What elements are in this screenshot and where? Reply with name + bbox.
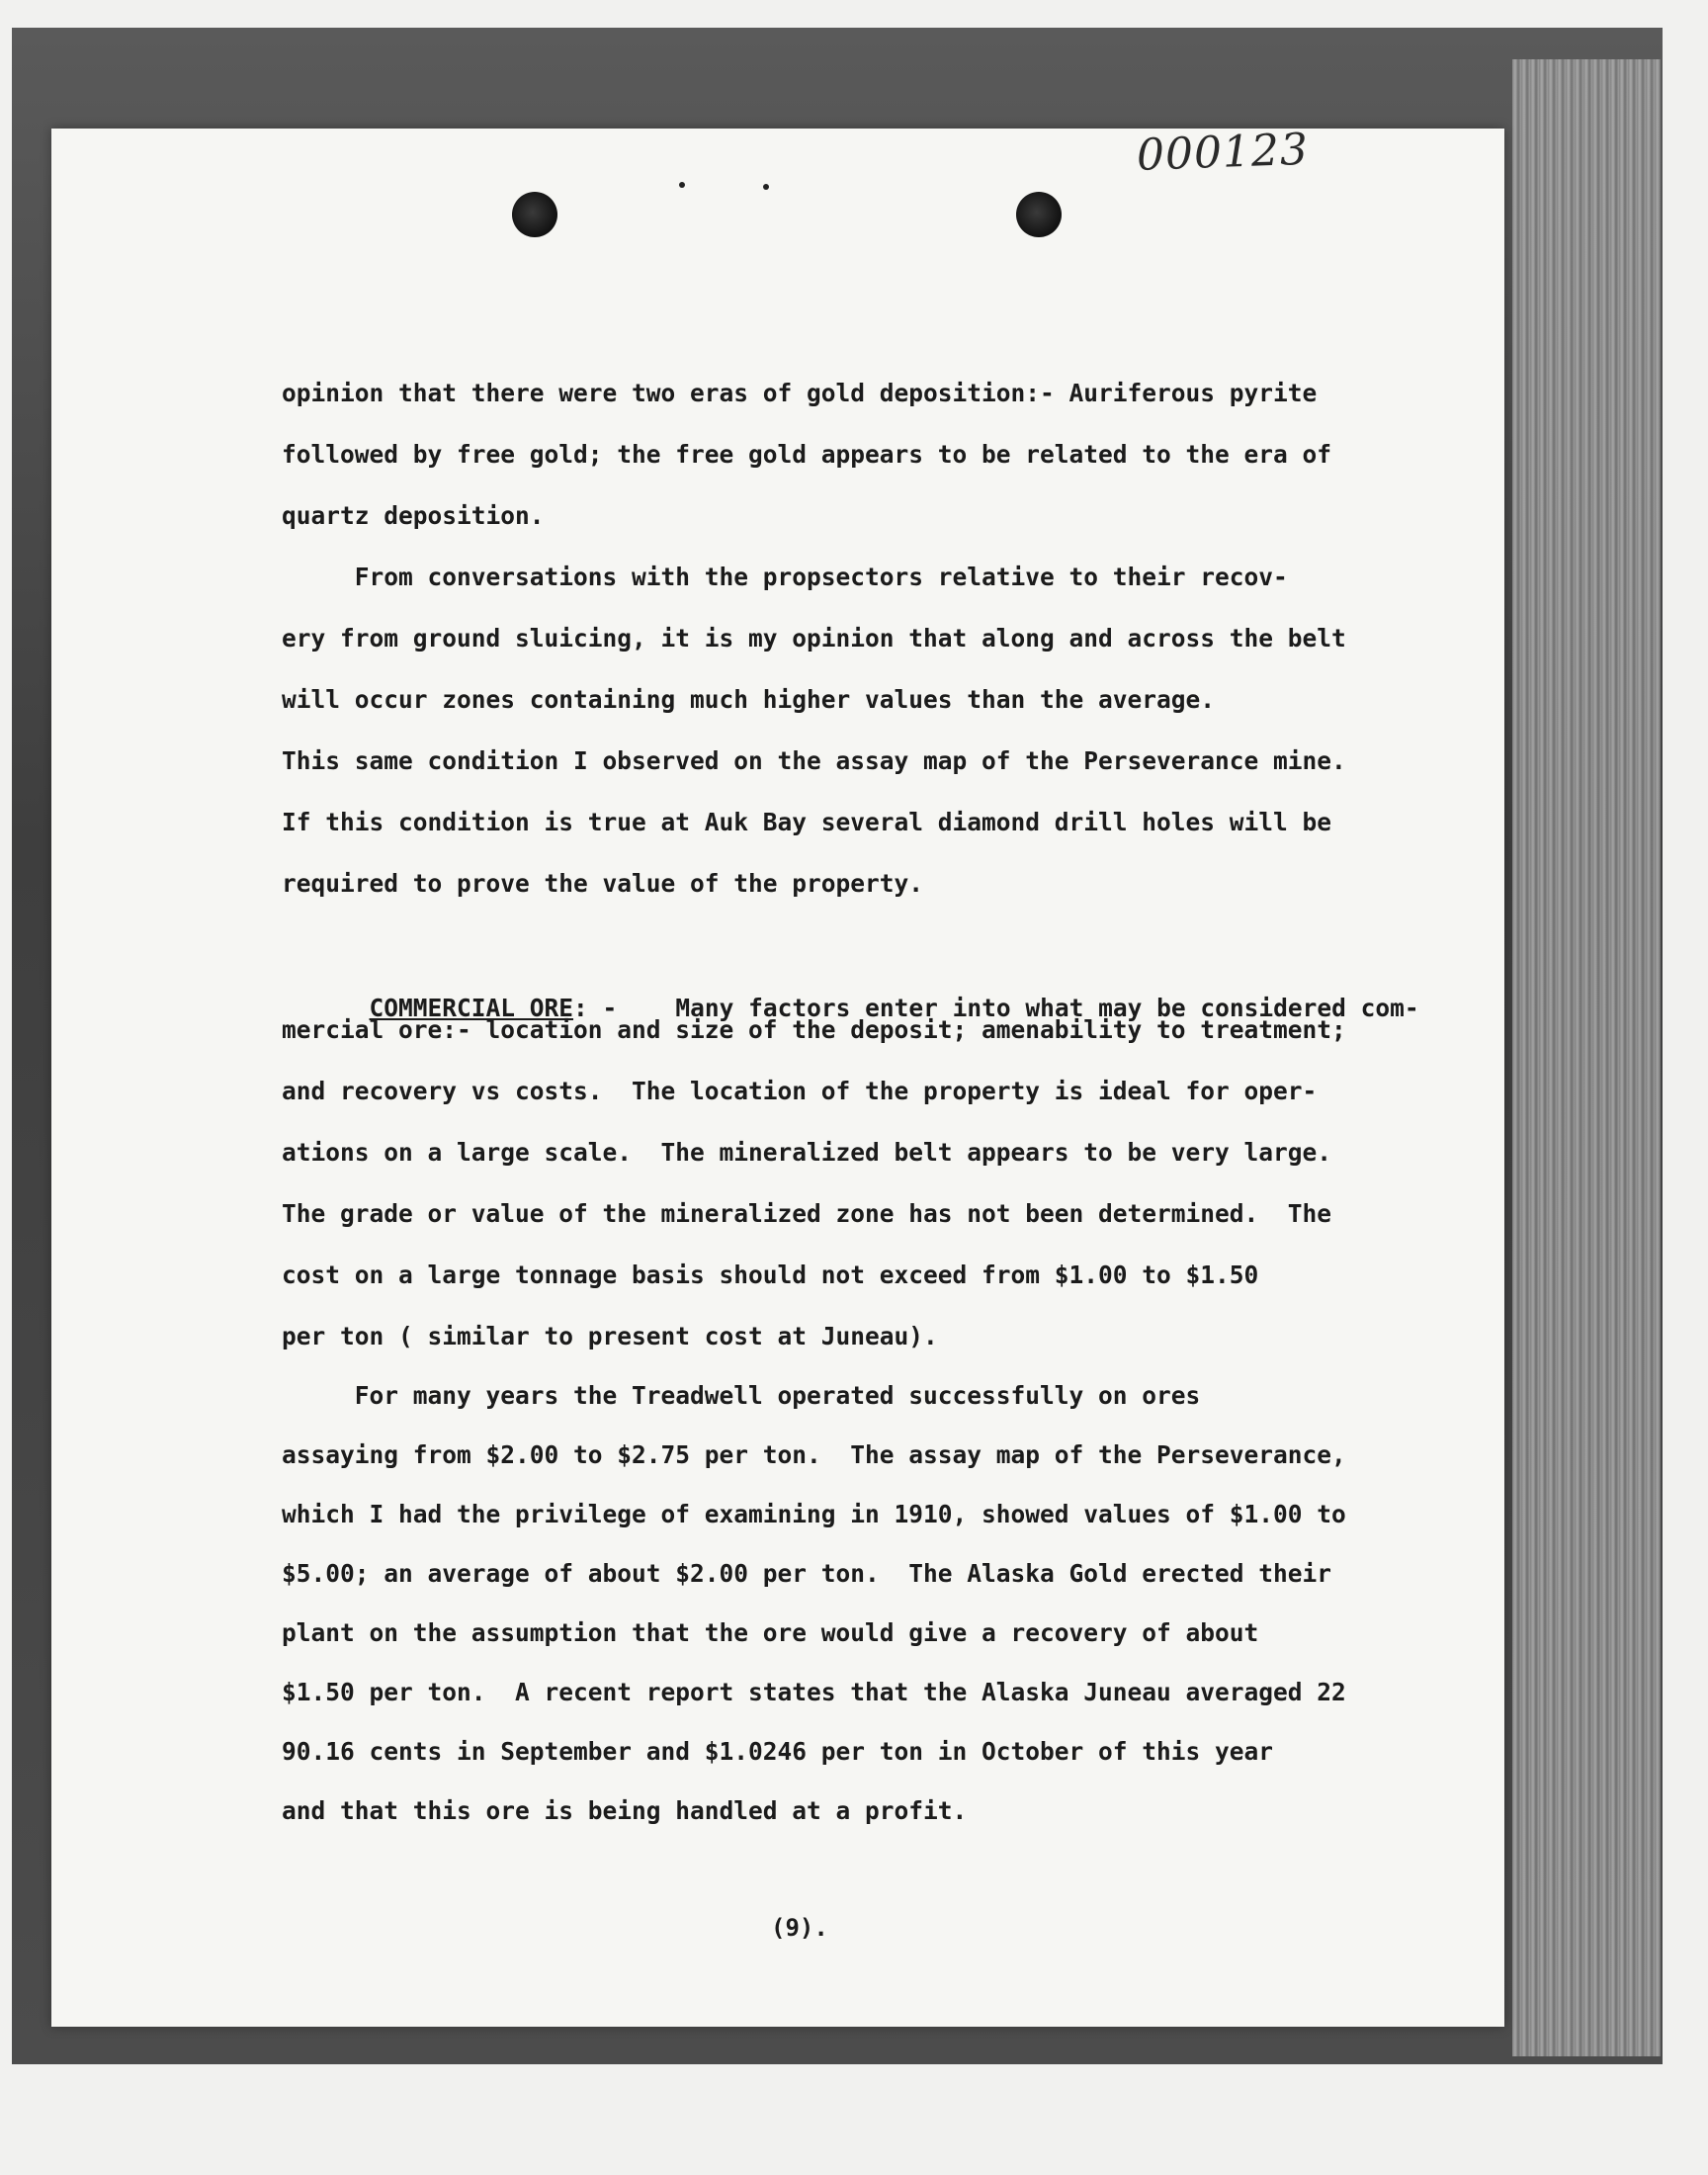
page-number: (9). — [771, 1914, 828, 1942]
text-line: plant on the assumption that the ore would give a recovery of about — [282, 1618, 1259, 1647]
text-line: and recovery vs costs. The location of the property is ideal for oper- — [282, 1077, 1318, 1105]
section-heading-suffix: : - — [573, 994, 618, 1022]
body-text — [282, 374, 1438, 1825]
text-line: quartz deposition. — [282, 501, 545, 530]
text-line: assaying from $2.00 to $2.75 per ton. The assay map of the Perseverance, — [282, 1440, 1346, 1469]
text-line: $1.50 per ton. A recent report states that the Alaska Juneau averaged 22 — [282, 1678, 1346, 1706]
text-line: For many years the Treadwell operated successfully on ores — [282, 1381, 1201, 1410]
text-line: mercial ore:- location and size of the deposit; amenability to treatment; — [282, 1015, 1346, 1044]
text-line: which I had the privilege of examining in 1910, showed values of $1.00 to — [282, 1500, 1346, 1528]
text-line: If this condition is true at Auk Bay several diamond drill holes will be — [282, 808, 1332, 836]
text-line: From conversations with the propsectors relative to their recov- — [282, 563, 1288, 591]
text-line: will occur zones containing much higher values than the average. — [282, 685, 1216, 714]
text-line: ations on a large scale. The mineralized belt appears to be very large. — [282, 1138, 1332, 1167]
scan-edge-noise — [1512, 59, 1661, 2056]
speck-mark — [763, 184, 769, 190]
text-line: This same condition I observed on the assay map of the Perseverance mine. — [282, 746, 1346, 775]
speck-mark — [679, 182, 685, 188]
punch-hole-left — [512, 192, 557, 237]
text-line: 90.16 cents in September and $1.0246 per ton in October of this year — [282, 1737, 1274, 1766]
section-first-line: Many factors enter into what may be considered com- — [675, 994, 1419, 1022]
text-line: The grade or value of the mineralized zone has not been determined. The — [282, 1199, 1332, 1228]
section-heading: COMMERCIAL ORE — [369, 994, 574, 1022]
text-line: $5.00; an average of about $2.00 per ton. The Alaska Gold erected their — [282, 1559, 1332, 1588]
text-line: per ton ( similar to present cost at Juneau). — [282, 1322, 938, 1350]
section-heading-line — [282, 949, 1419, 1022]
text-line: followed by free gold; the free gold appears to be related to the era of — [282, 440, 1332, 469]
text-line: and that this ore is being handled at a profit. — [282, 1796, 968, 1825]
text-line: cost on a large tonnage basis should not exceed from $1.00 to $1.50 — [282, 1261, 1259, 1289]
handwritten-document-number: 000123 — [1136, 124, 1310, 181]
text-line: ery from ground sluicing, it is my opinion that along and across the belt — [282, 624, 1346, 652]
text-line: opinion that there were two eras of gold deposition:- Auriferous pyrite — [282, 379, 1318, 407]
text-line: required to prove the value of the property. — [282, 869, 924, 898]
punch-hole-right — [1016, 192, 1062, 237]
